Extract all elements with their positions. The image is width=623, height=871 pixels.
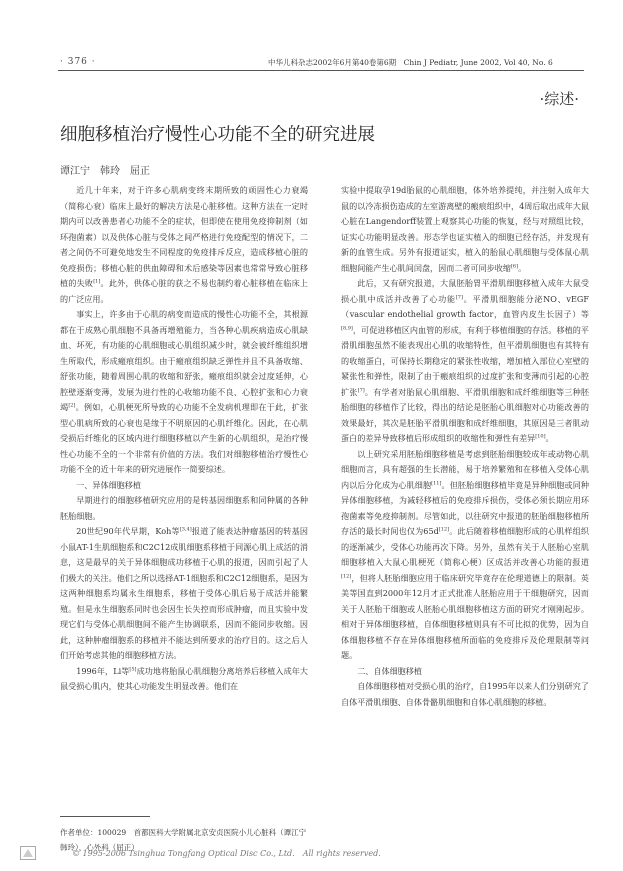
- paragraph-text: ，可促进移植区内血管的形成，有利于移植细胞的存活。移植的平滑肌细胞虽然不能表现出心肌的收缩特性，但平滑肌细胞也有其特有的收缩蛋白，可保持长期稳定的紧张性收缩，增加植入部位心室壁的紧张性和弹性，限制了由于瘢痕组织的过度扩张和变薄而引起的心腔扩张: [341, 324, 589, 397]
- citation-ref: [6]: [510, 262, 519, 269]
- paragraph-text: 以上研究采用胚胎细胞移植是考虑到胚胎细胞较成年或动物心肌细胞而言，具有超强的生长潜能，易于培养繁殖和在移植入受体心肌内以后分化成为心肌细胞: [341, 448, 589, 490]
- footnote-divider: [60, 816, 150, 817]
- paragraph-text: 近几十年来，对于许多心肌病变终末期所致的顽固性心力衰竭（简称心衰）临床上最好的解决方法是心脏移植。这种方法在一定时期内可以改善患者心功能不全的症状，但即使在使用免疫抑制剂（如环孢菌素）以及供体心脏与受体之间严格进行免疫配型的情况下，二者之间仍不可避免地发生不同程度的免疫排斥反应，造成移植心脏的免疫损伤；移植心脏的供血障碍和术后感染等因素也常常导致心脏移植的失败: [60, 185, 308, 288]
- citation-ref: [3,4]: [179, 526, 192, 533]
- citation-ref: [1]: [93, 278, 101, 285]
- paragraph-text: 二、自体细胞移植: [357, 665, 422, 676]
- paragraph-text: 事实上，许多由于心肌的病变而造成的慢性心功能不全，其根源都在于成熟心肌细胞不具备再增殖能力，当各种心肌疾病造成心肌缺血、坏死，有功能的心肌细胞或心肌组织减少时，就会被纤维组织增生所取代，形成瘢痕组织。由于瘢痕组织缺乏弹性并且不具备收缩、舒张功能，随着周围心肌的收缩和舒张，瘢痕组织就会过度延伸，心腔壁逐渐变薄，发展为进行性的心收缩功能不良、心腔扩张和心力衰竭: [60, 309, 308, 412]
- body-paragraph: [341, 276, 589, 447]
- citation-ref: [12]: [438, 526, 450, 533]
- paragraph-text: 。但胚胎细胞移植毕竟是异种细胞或同种异体细胞移植，为减轻移植后的免疫排斥损伤，受体必须长期应用环孢菌素等免疫抑制剂。尽管如此，以往研究中报道的胚胎细胞移植所存活的最长时间也仅为65d: [341, 479, 589, 536]
- section-label: ·综述·: [539, 90, 579, 108]
- body-paragraph: [60, 524, 308, 664]
- paragraph-text: 20世纪90年代早期，Koh等: [76, 526, 180, 536]
- body-paragraph: [341, 183, 589, 276]
- article-authors: 谭江宁 韩玲 屈正: [60, 166, 150, 177]
- body-paragraph: [60, 183, 308, 307]
- citation-ref: [8,9]: [341, 324, 353, 331]
- paragraph-text: 。: [545, 433, 554, 443]
- paragraph-text: 。有学者对胎鼠心肌细胞、平滑肌细胞和成纤维细胞等三种胚胎细胞的移植作了比较，得出的结论是胚胎心肌细胞对心功能改善的效果最好，其次是胚胎平滑肌细胞和成纤维细胞，其原因是三者肌动蛋白的差异导致移植后形成组织的收缩性和弹性有差异: [341, 386, 589, 443]
- citation-ref: [7]: [357, 386, 365, 393]
- paragraph-text: 。此后随着移植细胞形成的心肌样组织的逐渐减少，受体心功能再次下降。另外，虽然有关于人胚胎心室肌细胞移植入大鼠心肌梗死（简称心梗）区成活并改善心功能的报道: [341, 526, 589, 567]
- citation-ref: [12]: [341, 572, 352, 579]
- paragraph-text: 早期进行的细胞移植研究应用的是转基因细胞系和同种属的各种胚胎细胞。: [60, 495, 308, 521]
- footer: [20, 846, 620, 860]
- paragraph-text: 成功地将胎鼠心肌细胞分离培养后移植入成年大鼠受损心肌内，使其心功能发生明显改善。他们在: [60, 665, 308, 691]
- citation-ref: [2]: [68, 402, 76, 409]
- header-divider: [58, 70, 584, 71]
- citation-ref: [7]: [455, 293, 463, 300]
- paragraph-text: 报道了能表达肿瘤基因的转基因小鼠AT-1生肌细胞系和C2C12成肌细胞系移植于同源心肌上成活的消息，这是最早的关于异体细胞成功移植于心肌的报道，因而引起了人们极大的关注。他们之所以选择AT-1细胞系和C2C12细胞系，是因为这两种细胞系均属永生细胞系，移植于受体心肌后易于成活并能繁殖。但是永生细胞系同时也会因生长失控而形成肿瘤，而且实验中发现它们与受体心肌细胞间不能产生协调联系，因而不能同步收缩。因此，这种肿瘤细胞系的移植并不能达到所要求的治疗目的。这之后人们开始考虑其他的细胞移植方法。: [60, 526, 308, 660]
- paragraph-text: 。例如，心肌梗死所导致的心功能不全发病机理即在于此，扩张型心肌病所致的心衰也是缘于不明原因的心肌纤维化。因此，在心肌受损后纤维化的区域内进行细胞移植以产生新的心肌组织，是治疗慢性心功能不全的一个非常有价值的方法。我们对细胞移植治疗慢性心功能不全的近十年来的研究进展作一简要综述。: [60, 402, 308, 474]
- paragraph-text: 此后，又有研究报道，大鼠胚胎胃平滑肌细胞移植入成年大鼠受损心肌中成活并改善了心功能: [341, 278, 589, 304]
- paragraph-text: 一、异体细胞移植: [76, 479, 141, 490]
- body-paragraph: [341, 447, 589, 664]
- body-paragraph: [60, 493, 308, 524]
- journal-citation: 中华儿科杂志2002年6月第40卷第6期 Chin J Pediatr, June 2002, Vol 40, No. 6: [268, 58, 553, 67]
- body-paragraph: [341, 679, 589, 710]
- body-paragraph: [60, 664, 308, 695]
- paragraph-text: 。: [518, 262, 527, 273]
- paragraph-text: 实验中提取孕19d胎鼠的心肌细胞，体外培养提纯，并注射入成年大鼠的以冷冻损伤造成的左室游离壁的瘢痕组织中，4周后取出成年大鼠心脏在Langendorff装置上观察其心功能的恢复，经与对照组比较，证实心功能明显改善。形态学也证实植入的细胞已经存活，并发现有新的血管生成。另外有报道证实，植入的胎鼠心肌细胞与受体鼠心肌细胞间能产生心肌间闰盘，因而二者可同步收缩: [341, 185, 589, 273]
- copyright-notice: © 1995-2006 Tsinghua Tongfang Optical Disc Co., Ltd. All rights reserved.: [72, 849, 381, 858]
- paragraph-text: 。平滑肌细胞能分泌NO、vEGF（vascular endothelial growth factor，血管内皮生长因子）等: [341, 293, 589, 319]
- paragraph-text: 1996年，Li等: [76, 665, 130, 676]
- citation-ref: [11]: [431, 479, 442, 486]
- citation-ref: [10]: [535, 433, 546, 440]
- page-number: · 376 ·: [60, 57, 96, 67]
- left-text-column: [60, 183, 308, 695]
- body-paragraph: [60, 307, 308, 478]
- citation-ref: [5]: [129, 665, 137, 672]
- paragraph-text: 自体细胞移植对受损心肌的治疗，自1995年以来人们分别研究了自体平滑肌细胞、自体骨骼肌细胞和自体心肌细胞的移植。: [341, 681, 589, 707]
- paragraph-text: 。此外，供体心脏的获之不易也制约着心脏移植在临床上的广泛应用。: [60, 278, 308, 304]
- author-affiliation-footnote: 作者单位：100029 首都医科大学附属北京安贞医院小儿心脏科（谭江宁 韩玲），心外科（屈正）: [60, 828, 314, 852]
- right-text-column: [341, 183, 589, 710]
- publisher-logo-icon: [20, 846, 36, 860]
- subsection-heading: [60, 478, 308, 494]
- subsection-heading: [341, 664, 589, 680]
- paragraph-text: ，但将人胚胎细胞应用于临床研究毕竟存在伦理道德上的限制。英美等国直到2000年12月才正式批准人胚胎应用于干细胞研究，因而关于人胚胎干细胞或人胚胎心肌细胞移植这方面的研究才刚刚起步。相对于异体细胞移植，自体细胞移植则具有不可比拟的优势，因为自体细胞移植不存在异体细胞移植所面临的免疫排斥及伦理限制等问题。: [341, 572, 589, 660]
- article-title: 细胞移植治疗慢性心功能不全的研究进展: [60, 125, 375, 145]
